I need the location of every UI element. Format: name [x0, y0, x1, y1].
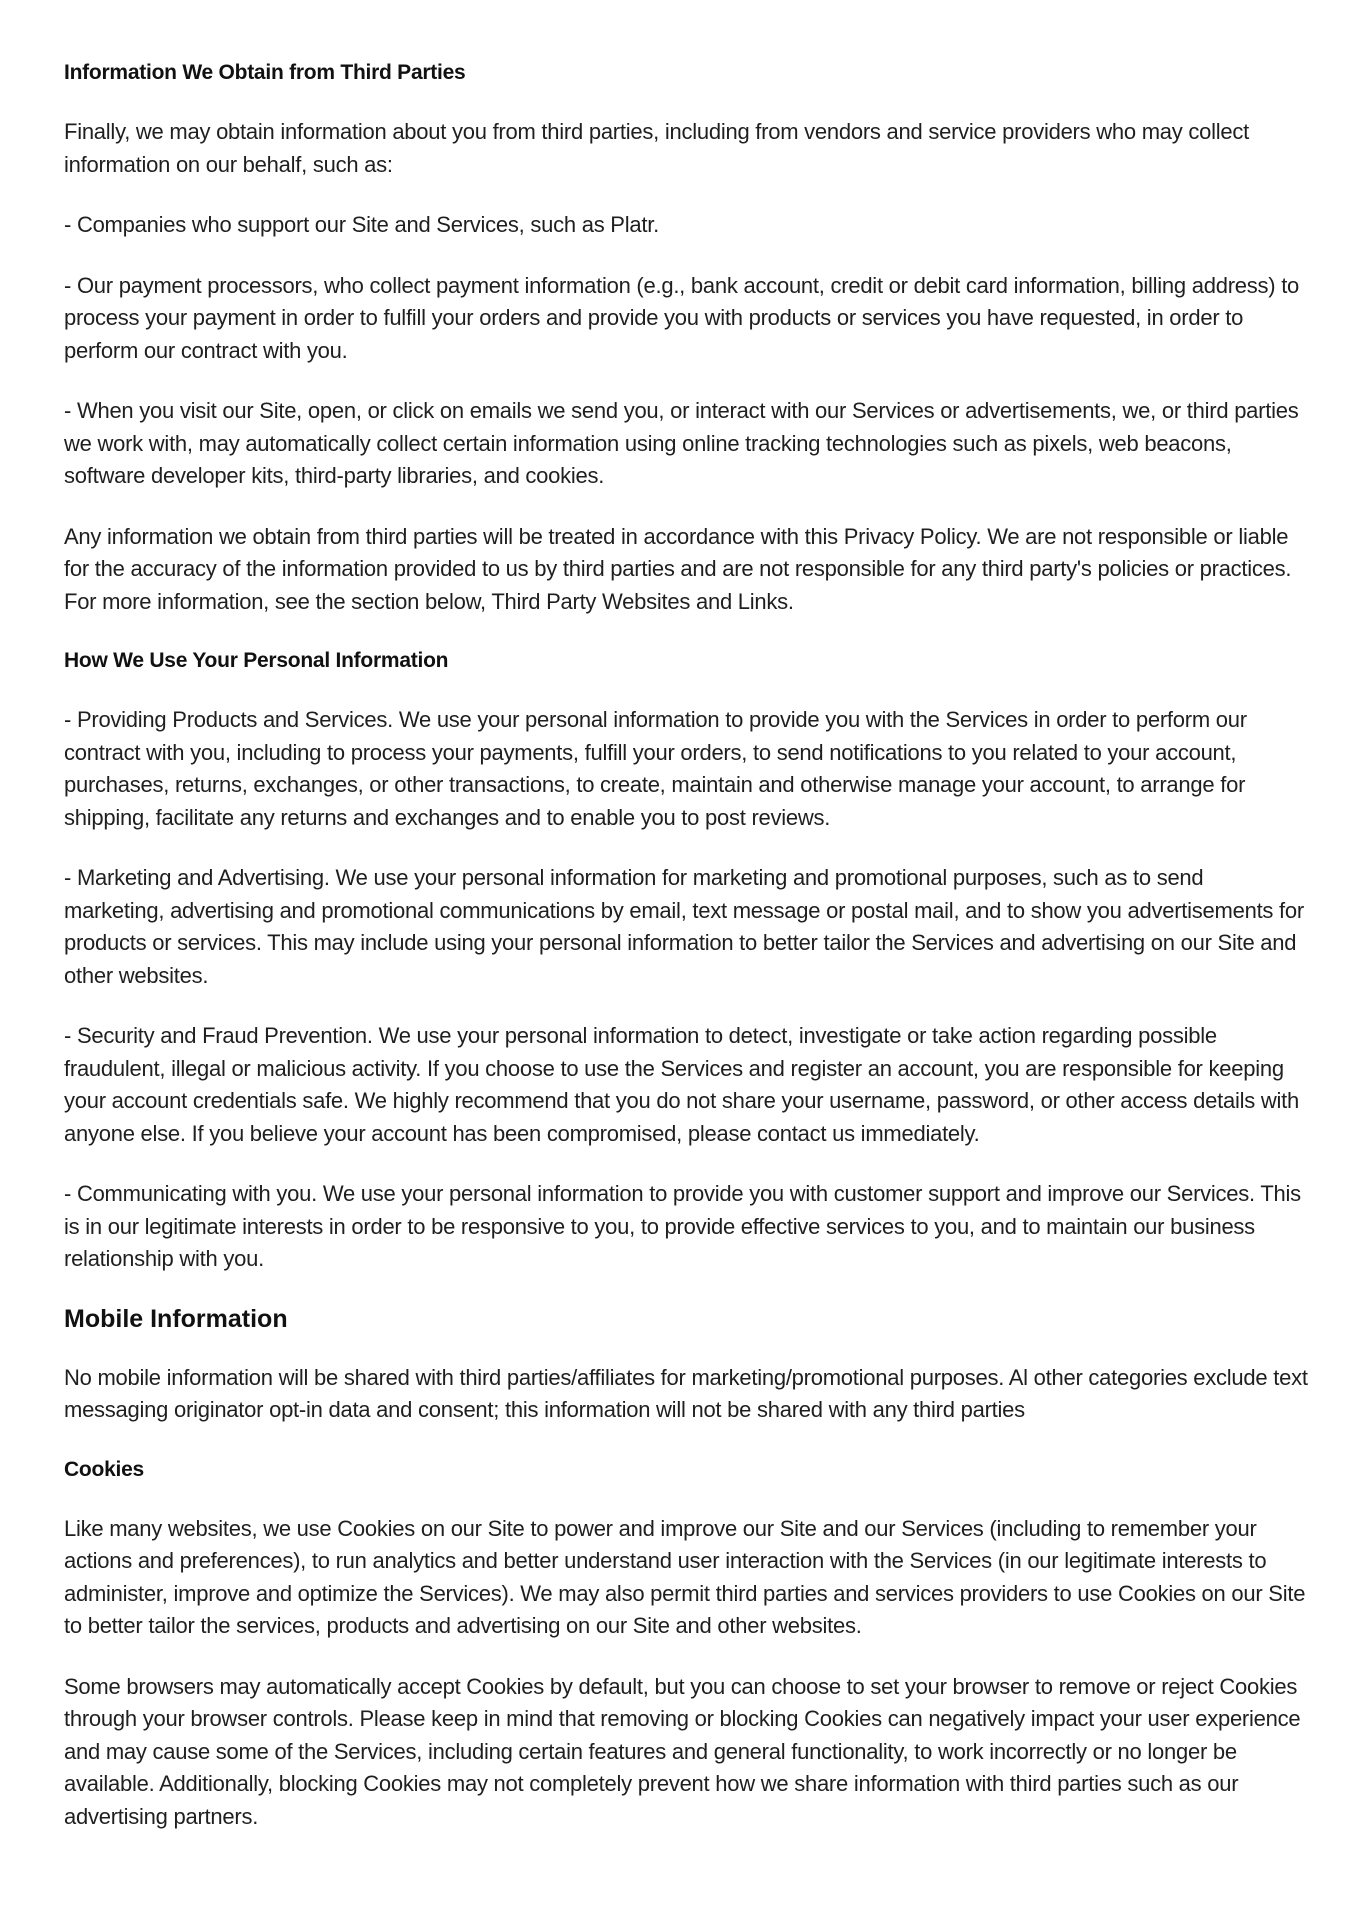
section-heading-cookies: Cookies: [64, 1457, 144, 1481]
paragraph: No mobile information will be shared with third parties/affiliates for marketing/promotional purposes. Al other categories exclude text messaging originator opt-in data and consent; this information will not be shared with any third parties: [64, 1364, 1308, 1422]
paragraph: Finally, we may obtain information about you from third parties, including from vendors and service providers who may collect information on our behalf, such as:: [64, 119, 1250, 177]
paragraph: Some browsers may automatically accept Cookies by default, but you can choose to set your browser to remove or reject Cookies through your browser controls. Please keep in mind that removing or blocking Cookies can negatively impact your user experience and may cause some of the Services, including certain features and general functionality, to work incorrectly or no longer be available. Additionally, blocking Cookies may not completely prevent how we share information with third parties such as our advertising partners.: [64, 1673, 1301, 1829]
list-item: - Security and Fraud Prevention. We use your personal information to detect, investigate or take action regarding possible fraudulent, illegal or malicious activity. If you choose to use the Services and register an account, you are responsible for keeping your account credentials safe. We highly recommend that you do not share your username, password, or other access details with anyone else. If you believe your account has been compromised, please contact us immediately.: [64, 1023, 1299, 1146]
section-heading-mobile-info: Mobile Information: [64, 1304, 288, 1333]
list-item: - Our payment processors, who collect payment information (e.g., bank account, credit or debit card information, billing address) to process your payment in order to fulfill your orders and provide you with products or services you have requested, in order to perform our contract with you.: [64, 272, 1300, 363]
section-heading-use-info: How We Use Your Personal Information: [64, 649, 449, 672]
list-item: - Providing Products and Services. We use your personal information to provide you with the Services in order to perform our contract with you, including to process your payments, fulfill your orders, to send notifications to you related to your account, purchases, returns, exchanges, or other transactions, to create, maintain and otherwise manage your account, to arrange for shipping, facilitate any returns and exchanges and to enable you to post reviews.: [64, 707, 1247, 830]
list-item: - Companies who support our Site and Services, such as Platr.: [64, 212, 659, 237]
list-item: - When you visit our Site, open, or click on emails we send you, or interact with our Services or advertisements, we, or third parties we work with, may automatically collect certain information using online tracking technologies such as pixels, web beacons, software developer kits, third-party libraries, and cookies.: [64, 398, 1299, 488]
list-item: - Marketing and Advertising. We use your personal information for marketing and promotional purposes, such as to send marketing, advertising and promotional communications by email, text message or postal mail, and to show you advertisements for products or services. This may include using your personal information to better tailor the Services and advertising on our Site and other websites.: [64, 865, 1304, 988]
privacy-policy-document: [64, 58, 1308, 1861]
paragraph: Like many websites, we use Cookies on our Site to power and improve our Site and our Services (including to remember your actions and preferences), to run analytics and better understand user interaction with the Services (in our legitimate interests to administer, improve and optimize the Services). We may also permit third parties and services providers to use Cookies on our Site to better tailor the services, products and advertising on our Site and other websites.: [64, 1515, 1306, 1638]
section-heading-third-parties: Information We Obtain from Third Parties: [64, 61, 466, 84]
list-item: - Communicating with you. We use your personal information to provide you with customer support and improve our Services. This is in our legitimate interests in order to be responsive to you, to provide effective services to you, and to maintain our business relationship with you.: [64, 1181, 1301, 1271]
paragraph: Any information we obtain from third parties will be treated in accordance with this Privacy Policy. We are not responsible or liable for the accuracy of the information provided to us by third parties and are not responsible for any third party's policies or practices. For more information, see the section below, Third Party Websites and Links.: [64, 523, 1292, 614]
